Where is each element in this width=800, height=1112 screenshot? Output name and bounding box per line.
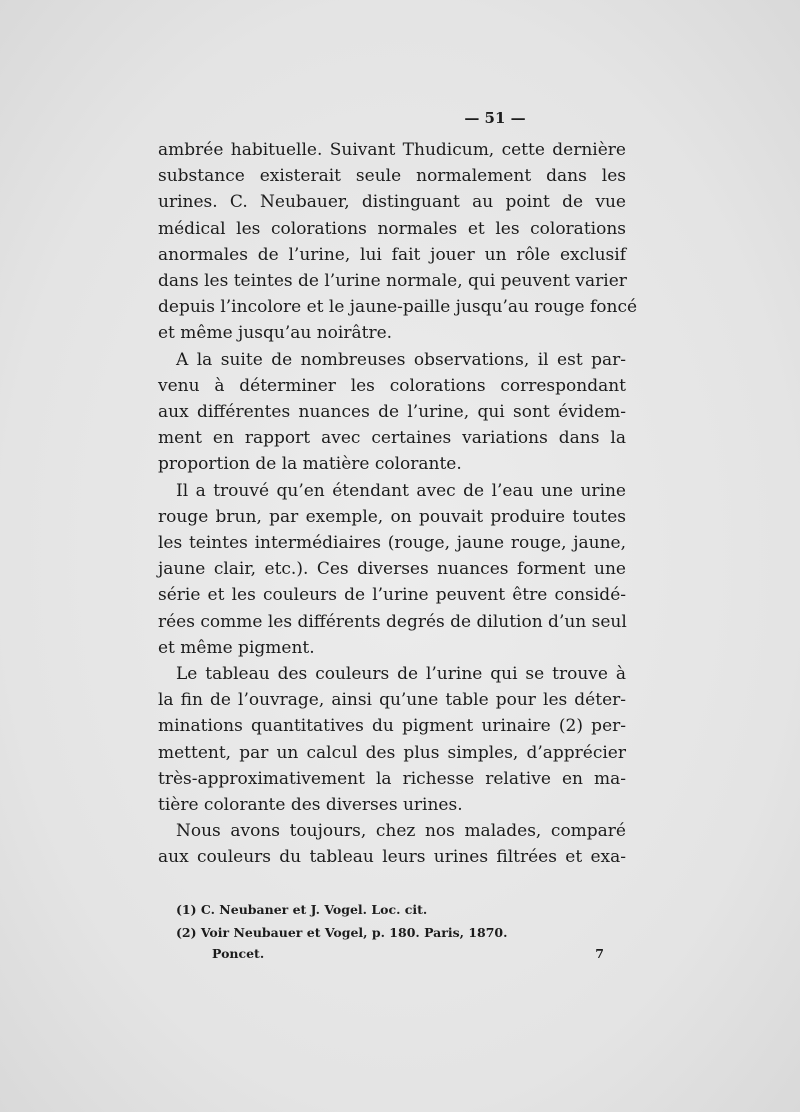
page-number-text: — 51 — — [464, 109, 526, 127]
text-line: et même jusqu’au noirâtre. — [158, 323, 393, 344]
text-line: mettent, par un calcul des plus simples, d’apprécier — [158, 742, 626, 763]
text-line: Nous avons toujours, chez nos malades, comparé — [176, 821, 626, 842]
body-text — [158, 137, 638, 871]
paragraph-4 — [158, 661, 626, 818]
text-line: ment en rapport avec certaines variations dans la — [158, 428, 626, 449]
text-line: tière colorante des diverses urines. — [158, 795, 463, 816]
text-line: ambrée habituelle. Suivant Thudicum, cette dernière — [158, 140, 626, 160]
text-line: jaune clair, etc.). Ces diverses nuances forment une — [158, 559, 626, 580]
footnote-2: (2) Voir Neubauer et Vogel, p. 180. Paris, 1870. — [176, 925, 508, 940]
text-line: depuis l’incolore et le jaune-paille jusqu’au rouge foncé — [158, 297, 638, 318]
text-line: Le tableau des couleurs de l’urine qui se trouve à — [176, 664, 626, 685]
text-line: dans les teintes de l’urine normale, qui peuvent varier — [158, 271, 627, 292]
text-line: et même pigment. — [158, 637, 315, 658]
text-line: très-approximativement la richesse relative en ma- — [158, 768, 626, 789]
text-line: rouge brun, par exemple, on pouvait produire toutes — [158, 506, 626, 527]
text-line: substance existerait seule normalement dans les — [158, 166, 626, 187]
paragraph-2 — [158, 347, 626, 478]
signature-sheet-number: 7 — [595, 946, 604, 961]
text-line: urines. C. Neubauer, distinguant au point de vue — [158, 192, 626, 213]
text-line: aux différentes nuances de l’urine, qui sont évidem- — [158, 402, 626, 423]
text-line: minations quantitatives du pigment urinaire (2) per- — [158, 716, 626, 737]
text-line: venu à déterminer les colorations correspondant — [158, 375, 626, 396]
text-line: proportion de la matière colorante. — [158, 454, 462, 475]
text-line: médical les colorations normales et les colorations — [158, 218, 626, 239]
page-number — [0, 109, 800, 127]
text-line: rées comme les différents degrés de dilution d’un seul — [158, 611, 627, 632]
text-line: la fin de l’ouvrage, ainsi qu’une table pour les déter- — [158, 690, 626, 711]
footnotes — [176, 898, 616, 944]
footnote-1: (1) C. Neubaner et J. Vogel. Loc. cit. — [176, 902, 428, 917]
text-line: anormales de l’urine, lui fait jouer un rôle exclusif — [158, 244, 626, 265]
text-line: A la suite de nombreuses observations, il est par- — [176, 349, 626, 370]
text-line: aux couleurs du tableau leurs urines filtrées et exa- — [158, 847, 626, 868]
text-line: les teintes intermédiaires (rouge, jaune rouge, jaune, — [158, 533, 626, 554]
paragraph-1 — [158, 137, 638, 347]
paragraph-3 — [158, 478, 626, 661]
text-line: série et les couleurs de l’urine peuvent être considé- — [158, 585, 626, 606]
text-line: Il a trouvé qu’en étendant avec de l’eau une urine — [176, 480, 626, 501]
paragraph-5 — [158, 818, 626, 870]
signature-author: Poncet. — [212, 946, 265, 961]
